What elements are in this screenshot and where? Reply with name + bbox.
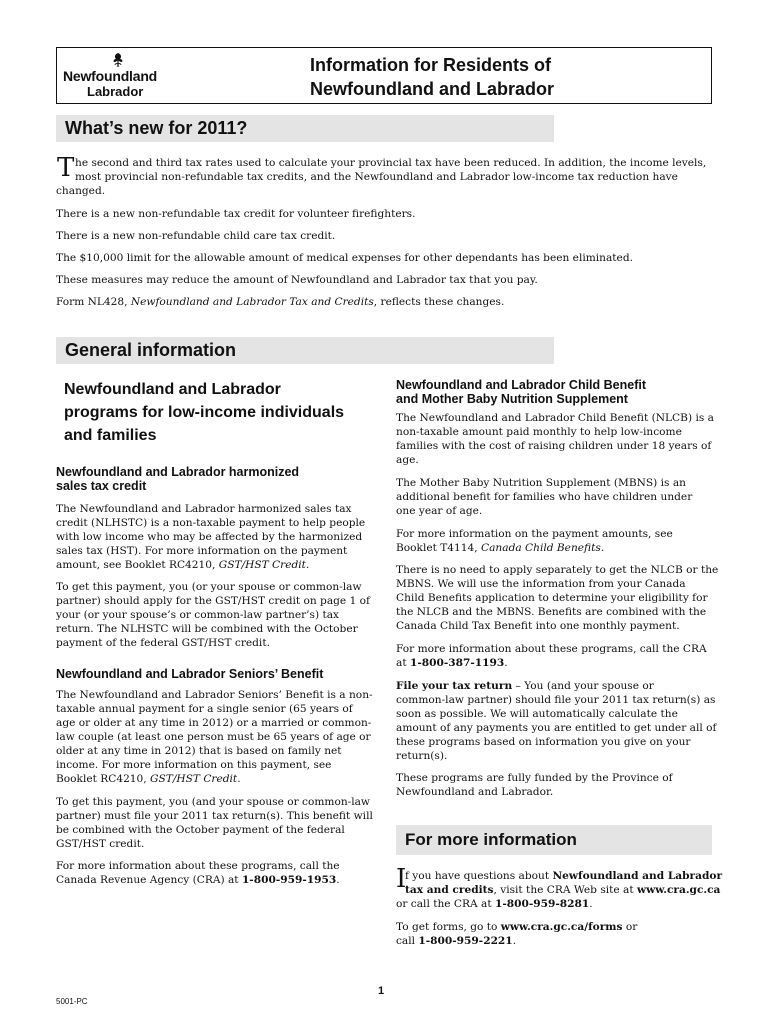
cra-phone-1953: 1-800-959-1953 <box>241 874 337 886</box>
programs-heading-line-3: and families <box>64 427 157 444</box>
more-info-l3-post: . <box>589 898 593 910</box>
child-p3-l2-italic: Canada Child Benefits <box>481 542 601 554</box>
seniors-p2-line-4: GST/HST credit. <box>56 838 145 850</box>
child-benefit-p3 <box>396 527 673 555</box>
child-p5-line-2 <box>396 656 707 670</box>
hst-p1-line-5 <box>56 558 365 572</box>
hst-p2-line-2: partner) should apply for the GST/HST credit on page 1 of <box>56 595 370 607</box>
forms-line-1 <box>396 920 637 934</box>
forms-l1-post: or <box>622 921 638 933</box>
child-p5-l2-post: . <box>504 657 508 669</box>
file-line-4: amount of any payments you are entitled to get under all of <box>396 722 717 734</box>
seniors-p1-line-4: law couple (at least one person must be 65 years of age or <box>56 731 371 743</box>
hst-p1-line-2: credit (NLHSTC) is a non-taxable payment to help people <box>56 517 366 529</box>
whats-new-p1-line3: changed. <box>56 185 106 197</box>
hst-credit-heading <box>56 465 299 493</box>
child-benefit-p2 <box>396 476 692 518</box>
general-info-heading: General information <box>56 337 554 364</box>
more-info-heading: For more information <box>396 825 712 855</box>
seniors-p1-l7-pre: Booklet RC4210, <box>56 773 151 785</box>
seniors-p2-line-1: To get this payment, you (and your spouse or common-law <box>56 796 370 808</box>
file-line-1-post: – You (and your spouse or <box>512 680 654 692</box>
more-info-l1-bold: Newfoundland and Labrador <box>552 870 723 882</box>
file-line-6: return(s). <box>396 750 448 762</box>
page-title <box>310 53 700 101</box>
hst-p2-line-5: payment of the federal GST/HST credit. <box>56 637 270 649</box>
nl-logo <box>63 52 163 100</box>
child-p1-line-4: age. <box>396 454 419 466</box>
cra-forms-link[interactable]: www.cra.gc.ca/forms <box>500 921 623 933</box>
file-line-3: soon as possible. We will automatically calculate the <box>396 708 678 720</box>
child-benefit-heading-line-1: Newfoundland and Labrador Child Benefit <box>396 378 646 392</box>
more-info-dropcap: I <box>396 864 407 894</box>
child-p4-line-3: Child Benefits application to determine your eligibility for <box>396 592 708 604</box>
child-p4-line-4: the NLCB and the MBNS. Benefits are combined with the <box>396 606 707 618</box>
pitcher-plant-emblem-icon <box>109 52 127 68</box>
page-title-line-2: Newfoundland and Labrador <box>310 79 555 99</box>
cra-phone-1193: 1-800-387-1193 <box>409 657 505 669</box>
cra-phone-8281: 1-800-959-8281 <box>494 898 590 910</box>
more-info-l2-mid: , visit the CRA Web site at <box>493 884 637 896</box>
seniors-p1-l7-post: . <box>237 773 241 785</box>
forms-line-2 <box>396 934 637 948</box>
cra-website-link[interactable]: www.cra.gc.ca <box>636 884 721 896</box>
file-line-5: these programs based on information you give on your <box>396 736 691 748</box>
forms-l2-post: . <box>512 935 517 947</box>
whats-new-p1-line1: he second and third tax rates used to calculate your provincial tax have been reduced. In addition, the income levels, <box>75 157 707 169</box>
whats-new-dropcap: T <box>57 153 75 183</box>
seniors-p1-l7-italic: GST/HST Credit <box>150 773 238 785</box>
seniors-p1-line-7 <box>56 772 373 786</box>
hst-credit-p1 <box>56 502 365 572</box>
funded-p <box>396 771 673 799</box>
seniors-benefit-p1 <box>56 688 373 786</box>
seniors-p1-line-2: taxable annual payment for a single senior (65 years of <box>56 703 353 715</box>
file-your-tax-return-label: File your tax return <box>396 680 513 692</box>
forms-l2-pre: call <box>396 935 419 947</box>
whats-new-measures: These measures may reduce the amount of Newfoundland and Labrador tax that you pay. <box>56 274 538 286</box>
hst-credit-heading-line-2: sales tax credit <box>56 479 147 493</box>
forms-l1-pre: To get forms, go to <box>396 921 501 933</box>
hst-p1-l5-pre: amount, see Booklet RC4210, <box>56 559 219 571</box>
child-p4-line-2: MBNS. We will use the information from your Canada <box>396 578 686 590</box>
whats-new-form-nl428 <box>56 295 504 309</box>
hst-p2-line-1: To get this payment, you (or your spouse or common-law <box>56 581 362 593</box>
child-p1-line-2: non-taxable amount paid monthly to help low-income <box>396 426 682 438</box>
form-nl428-post: , reflects these changes. <box>373 296 505 308</box>
file-line-2: common-law partner) should file your 2011 tax return(s) as <box>396 694 716 706</box>
child-p4-line-5: Canada Child Tax Benefit into one monthly payment. <box>396 620 680 632</box>
page-header <box>56 47 712 104</box>
seniors-p3-line-2 <box>56 873 340 887</box>
seniors-benefit-p3 <box>56 859 340 887</box>
whats-new-heading: What’s new for 2011? <box>56 115 554 142</box>
page-number: 1 <box>378 985 385 997</box>
hst-p2-line-4: return. The NLHSTC will be combined with the October <box>56 623 358 635</box>
child-p4-line-1: There is no need to apply separately to get the NLCB or the <box>396 564 719 576</box>
more-info-line-3 <box>396 897 593 911</box>
child-benefit-p5 <box>396 642 707 670</box>
more-info-line-1 <box>405 869 722 883</box>
child-benefit-p4 <box>396 563 718 633</box>
child-p5-l2-pre: at <box>396 657 410 669</box>
programs-heading-line-1: Newfoundland and Labrador <box>64 381 281 398</box>
child-p1-line-3: families with the cost of raising children under 18 years of <box>396 440 712 452</box>
seniors-p3-l2-pre: Canada Revenue Agency (CRA) at <box>56 874 242 886</box>
form-nl428-pre: Form NL428, <box>56 296 131 308</box>
seniors-p1-line-3: age or older at any time in 2012) or a married or common- <box>56 717 372 729</box>
more-info-l2-bold: tax and credits <box>405 884 494 896</box>
logo-text-newfoundland: Newfoundland <box>63 68 158 84</box>
hst-p1-line-3: with low income who may be affected by the harmonized <box>56 531 363 543</box>
seniors-p1-line-6: income. For more information on this payment, see <box>56 759 332 771</box>
whats-new-medical: The $10,000 limit for the allowable amount of medical expenses for other dependants has been eliminated. <box>56 252 633 264</box>
hst-p1-line-4: sales tax (HST). For more information on the payment <box>56 545 348 557</box>
more-info-forms <box>396 920 637 948</box>
child-p2-line-1: The Mother Baby Nutrition Supplement (MBNS) is an <box>396 477 686 489</box>
programs-heading <box>64 378 344 447</box>
child-p1-line-1: The Newfoundland and Labrador Child Benefit (NLCB) is a <box>396 412 714 424</box>
child-benefit-heading <box>396 378 646 406</box>
seniors-p3-line-1: For more information about these programs, call the <box>56 860 340 872</box>
hst-credit-heading-line-1: Newfoundland and Labrador harmonized <box>56 465 300 479</box>
funded-line-2: Newfoundland and Labrador. <box>396 786 554 798</box>
seniors-p1-line-1: The Newfoundland and Labrador Seniors’ Benefit is a non- <box>56 689 373 701</box>
more-info-l1-pre: f you have questions about <box>405 870 553 882</box>
whats-new-p1-line2: most provincial non-refundable tax credits, and the Newfoundland and Labrador low-income tax reduction have <box>75 171 678 183</box>
form-nl428-title: Newfoundland and Labrador Tax and Credits <box>130 296 374 308</box>
more-info-l3-pre: or call the CRA at <box>396 898 495 910</box>
file-line-1 <box>396 679 716 693</box>
seniors-p3-l2-post: . <box>336 874 340 886</box>
programs-heading-line-2: programs for low-income individuals <box>64 404 345 421</box>
form-code: 5001-PC <box>56 997 88 1006</box>
child-p5-line-1: For more information about these programs, call the CRA <box>396 643 707 655</box>
logo-text-labrador: Labrador <box>87 84 144 99</box>
page-title-line-1: Information for Residents of <box>310 55 552 75</box>
hst-credit-p2 <box>56 580 370 650</box>
child-benefit-p1 <box>396 411 714 467</box>
child-p3-l2-pre: Booklet T4114, <box>396 542 482 554</box>
child-p2-line-3: one year of age. <box>396 505 483 517</box>
hst-p2-line-3: your (or your spouse’s or common-law partner’s) tax <box>56 609 340 621</box>
cra-phone-2221: 1-800-959-2221 <box>418 935 513 947</box>
child-p3-l2-post: . <box>600 542 605 554</box>
hst-p1-line-1: The Newfoundland and Labrador harmonized sales tax <box>56 503 352 515</box>
whats-new-firefighters: There is a new non-refundable tax credit for volunteer firefighters. <box>56 208 416 220</box>
child-p3-line-1: For more information on the payment amounts, see <box>396 528 673 540</box>
seniors-p2-line-3: be combined with the October payment of the federal <box>56 824 345 836</box>
child-p3-line-2 <box>396 541 673 555</box>
file-tax-return-p <box>396 679 716 763</box>
hst-p1-l5-post: . <box>305 559 310 571</box>
child-benefit-heading-line-2: and Mother Baby Nutrition Supplement <box>396 392 628 406</box>
funded-line-1: These programs are fully funded by the Province of <box>396 772 673 784</box>
more-info-line-2 <box>405 883 720 897</box>
seniors-benefit-heading: Newfoundland and Labrador Seniors’ Benefit <box>56 667 324 681</box>
child-p2-line-2: additional benefit for families who have children under <box>396 491 693 503</box>
seniors-benefit-p2 <box>56 795 373 851</box>
hst-p1-l5-italic: GST/HST Credit <box>218 559 306 571</box>
seniors-p2-line-2: partner) must file your 2011 tax return(s). This benefit will <box>56 810 373 822</box>
seniors-p1-line-5: older at any time in 2012) that is based on family net <box>56 745 342 757</box>
whats-new-child-care: There is a new non-refundable child care tax credit. <box>56 230 336 242</box>
